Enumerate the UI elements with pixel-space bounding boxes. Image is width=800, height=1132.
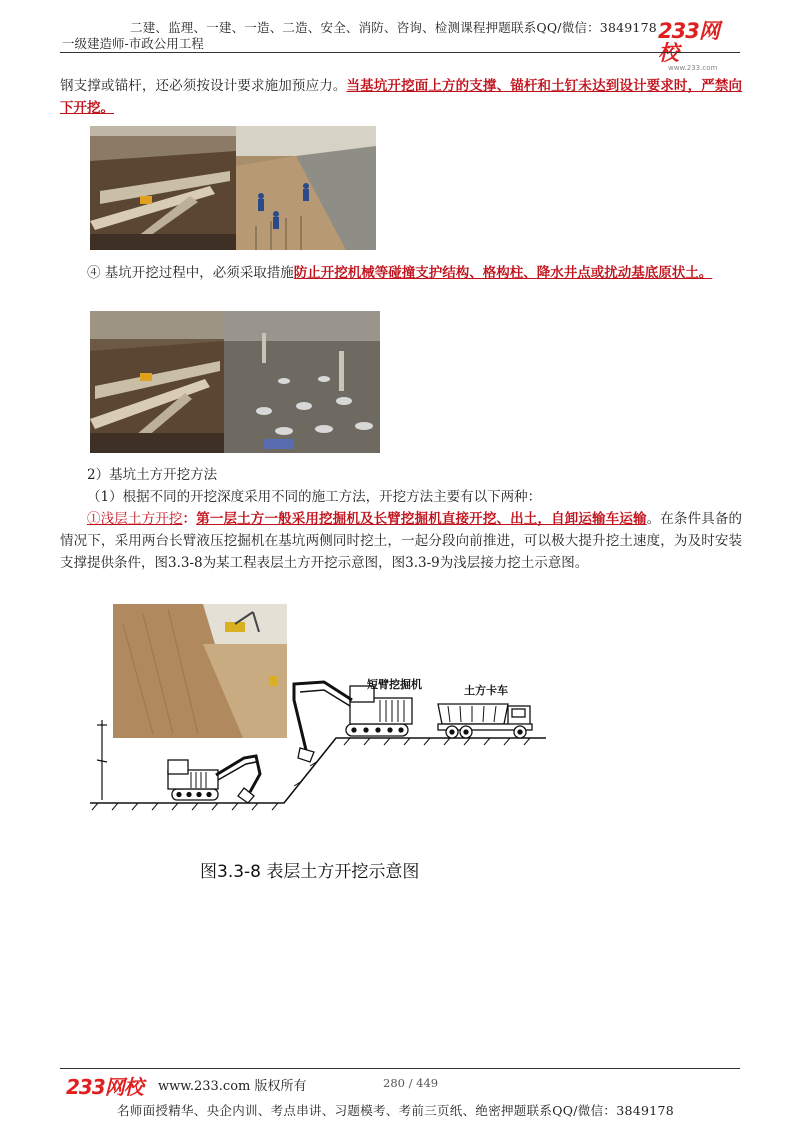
brand-logo-url: www.233.com <box>668 64 718 72</box>
paragraph-shallow-excavation <box>60 508 742 574</box>
section-heading-earthwork: 2）基坑土方开挖方法 <box>87 467 218 483</box>
footer-logo: 233网校 <box>66 1075 143 1099</box>
label-dump-truck: 土方卡车 <box>464 684 508 697</box>
photo-excavation-workers <box>236 126 376 250</box>
page-number: 280 / 449 <box>383 1076 439 1090</box>
dump-truck <box>438 704 532 738</box>
long-arm-excavator <box>168 756 260 803</box>
excavation-diagram <box>88 600 558 820</box>
header-contact-line: 二建、监理、一建、一造、二造、安全、消防、咨询、检测课程押题联系QQ/微信：3849178 <box>130 20 657 35</box>
short-arm-excavator <box>294 682 412 762</box>
paragraph-text: ④ 基坑开挖过程中，必须采取措施 <box>87 265 294 281</box>
separator-text: ： <box>182 511 197 527</box>
header-course-title: 一级建造师-市政公用工程 <box>62 36 204 51</box>
footer-contact-line: 名师面授精华、央企内训、考点串讲、习题模考、考前三页纸、绝密押题联系QQ/微信：3849178 <box>117 1103 674 1118</box>
ground-hatch <box>92 738 530 810</box>
paragraph-text: 。在条件具备的情况下，采用两台长臂液压挖掘机在基坑两侧同时挖土，一起分段向前推进，可以极大提升挖土速度，为及时安装支撑提供条件，图3.3-8为某工程表层土方开挖示意图，图3.3-9为浅层接力挖土示意图。 <box>60 511 743 571</box>
paragraph-protection <box>60 262 742 284</box>
depth-marker <box>97 720 107 800</box>
brand-logo-text: 233网校 <box>658 19 719 65</box>
paragraph-text: 钢支撑或锚杆，还必须按设计要求施加预应力。 <box>60 78 347 94</box>
highlight-term: ①浅层土方开挖 <box>87 511 183 527</box>
highlight-text: 当基坑开挖面上方的支撑、锚杆和土钉未达到设计要求时，严禁向下开挖。 <box>60 78 742 116</box>
photo-braced-pit-2 <box>90 311 224 453</box>
label-short-arm-excavator: 短臂挖掘机 <box>367 678 422 691</box>
header-divider <box>60 52 740 53</box>
figure-caption: 图3.3-8 表层土方开挖示意图 <box>200 862 420 882</box>
highlight-text: 第一层土方一般采用挖掘机及长臂挖掘机直接开挖、出土，自卸运输车运输 <box>196 511 647 527</box>
footer-divider <box>60 1068 740 1069</box>
footer-copyright: www.233.com 版权所有 <box>158 1079 307 1094</box>
paragraph-methods-intro: （1）根据不同的开挖深度采用不同的施工方法，开挖方法主要有以下两种： <box>87 489 542 505</box>
photo-lattice-columns <box>224 311 380 453</box>
photo-braced-pit <box>90 126 236 250</box>
paragraph-prestress <box>60 75 742 119</box>
highlight-text: 防止开挖机械等碰撞支护结构、格构柱、降水井点或扰动基底原状土。 <box>293 265 713 281</box>
brand-logo <box>658 19 738 72</box>
